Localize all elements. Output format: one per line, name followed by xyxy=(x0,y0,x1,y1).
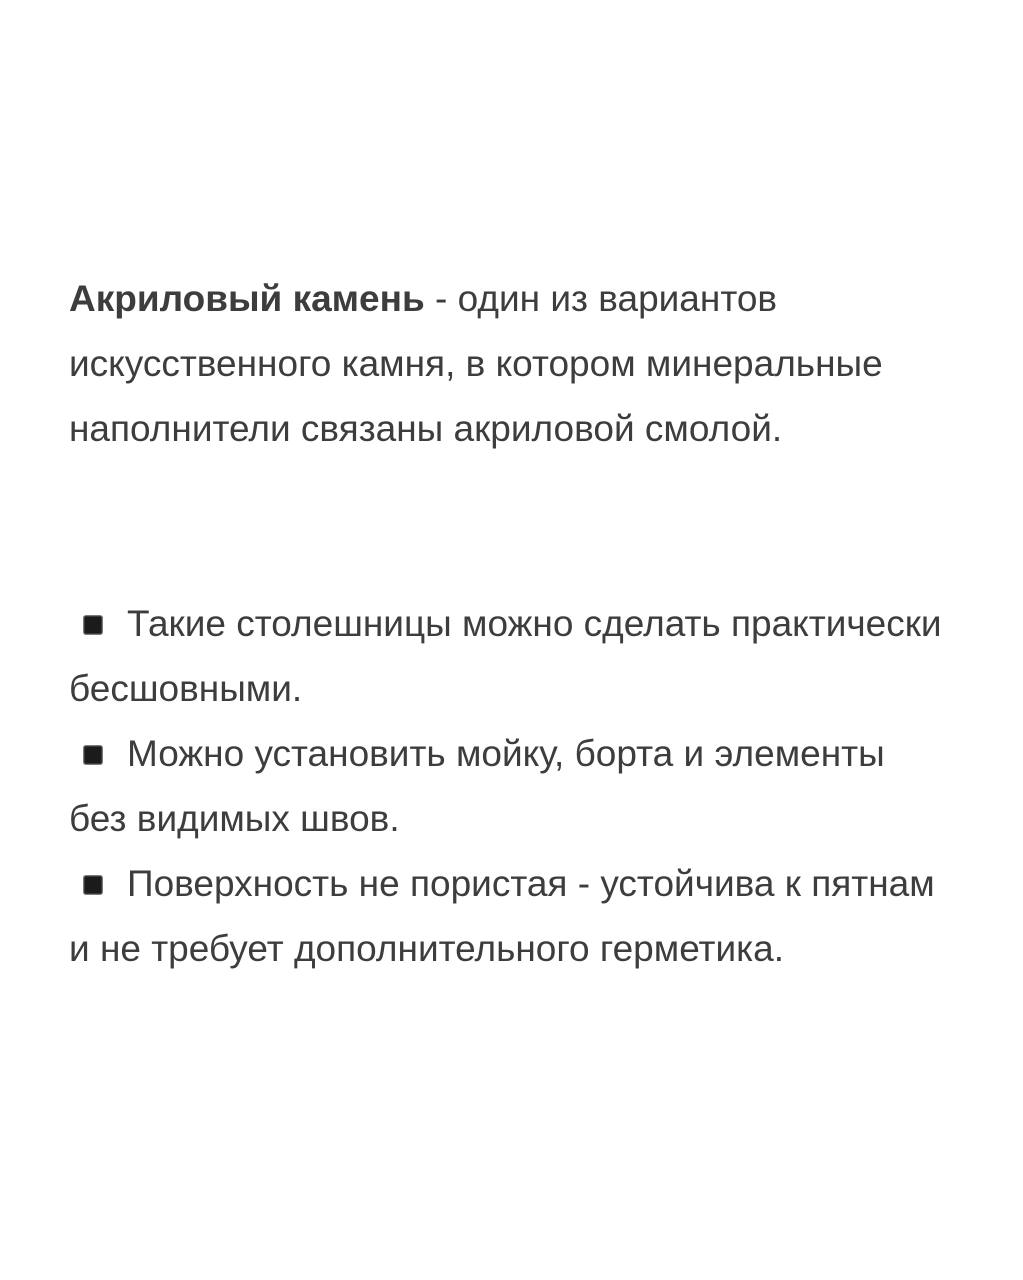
black-square-icon xyxy=(83,615,103,635)
intro-paragraph xyxy=(69,266,949,461)
bullet-text: Можно установить мойку, борта и элементы без видимых швов. xyxy=(69,733,885,839)
bullet-item xyxy=(69,851,949,981)
bullet-item xyxy=(69,591,949,721)
black-square-icon xyxy=(83,745,103,765)
bullet-item xyxy=(69,721,949,851)
bullet-text: Поверхность не пористая - устойчива к пятнам и не требует дополнительного герметика. xyxy=(69,863,935,969)
bullet-list xyxy=(69,591,949,981)
intro-term: Акриловый камень xyxy=(69,278,425,319)
intro-text: - один из вариантов искусственного камня, в котором минеральные наполнители связаны акриловой смолой. xyxy=(69,278,883,449)
bullet-text: Такие столешницы можно сделать практически бесшовными. xyxy=(69,603,942,709)
black-square-icon xyxy=(83,875,103,895)
